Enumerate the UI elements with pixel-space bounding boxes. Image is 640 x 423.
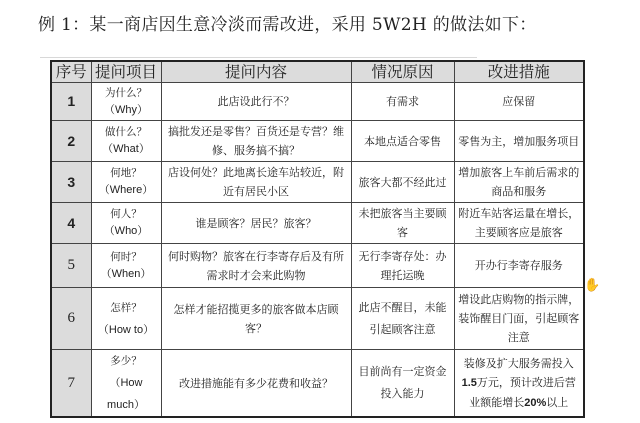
situation-reason: 目前尚有一定资金投入能力 — [351, 350, 454, 418]
improvement-measure: 应保留 — [454, 83, 584, 121]
improvement-measure: 开办行李寄存服务 — [454, 244, 584, 288]
table-header-row — [51, 61, 584, 83]
header-question-content: 提问内容 — [161, 61, 351, 83]
situation-reason: 本地点适合零售 — [351, 121, 454, 162]
page-heading: 例 1：某一商店因生意冷淡而需改进，采用 5W2H 的做法如下： — [38, 15, 537, 35]
question-item — [91, 244, 161, 288]
row-index: 1 — [51, 83, 91, 121]
item-cn: 何时？ — [110, 250, 142, 263]
improvement-measure: 增加旅客上车前后需求的商品和服务 — [454, 162, 584, 203]
item-en: （How to） — [97, 323, 155, 336]
situation-reason: 有需求 — [351, 83, 454, 121]
situation-reason: 无行李寄存处：办理托运晚 — [351, 244, 454, 288]
row-index: 6 — [51, 288, 91, 350]
measure-text: 装修及扩大服务需投入 — [463, 356, 574, 370]
measure-text: 以上 — [546, 395, 569, 409]
hand-cursor-icon: ✋ — [584, 278, 601, 293]
item-en: （Where） — [98, 184, 154, 196]
question-content: 搞批发还是零售？百货还是专营？维修、服务搞不搞？ — [161, 121, 351, 162]
item-cn: 何人？ — [110, 208, 142, 220]
question-content: 谁是顾客？居民？旅客？ — [161, 203, 351, 244]
question-item — [91, 350, 161, 418]
header-question-item: 提问项目 — [91, 61, 161, 83]
situation-reason: 未把旅客当主要顾客 — [351, 203, 454, 244]
measure-amount: 1.5 — [461, 376, 477, 389]
table-row — [51, 288, 584, 350]
row-index: 7 — [51, 350, 91, 418]
question-content: 怎样才能招揽更多的旅客做本店顾客？ — [161, 288, 351, 350]
measure-text: 万元，预计改进后营业额能增长 — [469, 375, 576, 409]
question-content: 何时购物？旅客在行李寄存后及有所需求时才会来此购物 — [161, 244, 351, 288]
improvement-measure: 增设此店购物的指示牌，装饰醒目门面，引起顾客注意 — [454, 288, 584, 350]
question-item — [91, 203, 161, 244]
situation-reason: 旅客大都不经此过 — [351, 162, 454, 203]
header-improvement: 改进措施 — [454, 61, 584, 83]
question-item — [91, 162, 161, 203]
divider — [40, 57, 477, 58]
table-row — [51, 83, 584, 121]
header-index: 序号 — [51, 61, 91, 83]
question-item — [91, 83, 161, 121]
item-en: （What） — [102, 143, 150, 155]
item-en: （Who） — [103, 225, 149, 237]
question-content: 店设何处？此地离长途车站较近，附近有居民小区 — [161, 162, 351, 203]
header-situation-reason: 情况原因 — [351, 61, 454, 83]
5w2h-table — [50, 60, 585, 418]
item-cn: 何地？ — [110, 167, 142, 179]
table-row — [51, 121, 584, 162]
question-content: 改进措施能有多少花费和收益？ — [161, 350, 351, 418]
item-en: （Why） — [104, 103, 148, 116]
improvement-measure: 附近车站客运量在增长，主要顾客应是旅客 — [454, 203, 584, 244]
table-row — [51, 162, 584, 203]
improvement-measure — [454, 350, 584, 418]
item-en: （When） — [100, 267, 152, 280]
row-index: 4 — [51, 203, 91, 244]
improvement-measure: 零售为主，增加服务项目 — [454, 121, 584, 162]
question-item — [91, 121, 161, 162]
row-index: 3 — [51, 162, 91, 203]
item-cn: 怎样？ — [110, 301, 142, 314]
item-cn: 多少？ — [110, 355, 142, 367]
row-index: 5 — [51, 244, 91, 288]
question-content: 此店设此行不？ — [161, 83, 351, 121]
measure-percent: 20% — [524, 396, 547, 409]
situation-reason: 此店不醒目，未能引起顾客注意 — [351, 288, 454, 350]
item-cn: 为什么？ — [105, 86, 147, 99]
question-item — [91, 288, 161, 350]
table-row — [51, 203, 584, 244]
table-row — [51, 350, 584, 418]
item-en: （How much） — [107, 377, 145, 411]
table-row — [51, 244, 584, 288]
item-cn: 做什么？ — [105, 126, 147, 138]
row-index: 2 — [51, 121, 91, 162]
